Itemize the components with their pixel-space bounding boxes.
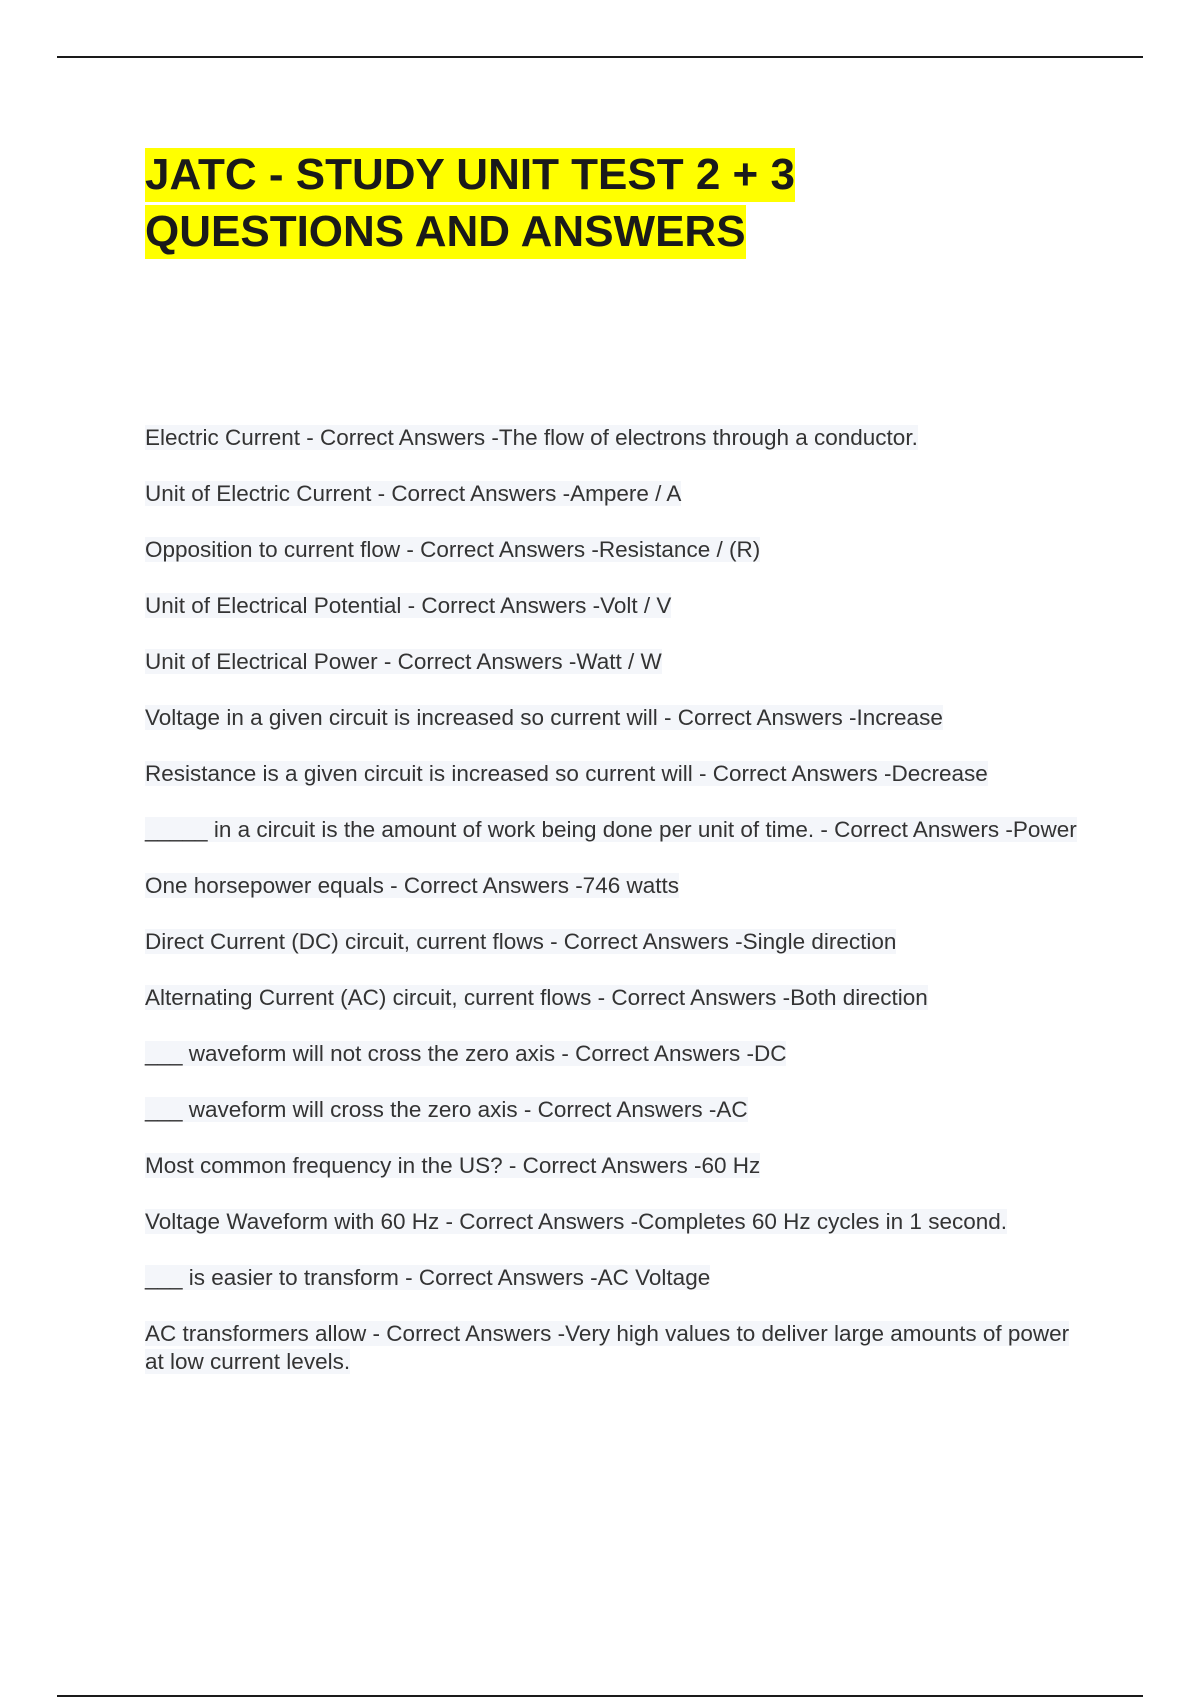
qa-text: Opposition to current flow - Correct Answers -Resistance / (R)	[145, 537, 761, 562]
qa-item	[145, 1264, 1085, 1292]
qa-text: Electric Current - Correct Answers -The flow of electrons through a conductor.	[145, 425, 918, 450]
qa-item	[145, 648, 1085, 676]
qa-item	[145, 928, 1085, 956]
qa-item	[145, 424, 1085, 452]
bottom-divider	[57, 1695, 1143, 1697]
title-line-1: JATC - STUDY UNIT TEST 2 + 3	[145, 148, 795, 202]
qa-item	[145, 1040, 1085, 1068]
qa-item	[145, 1096, 1085, 1124]
qa-item	[145, 1320, 1085, 1376]
qa-item	[145, 872, 1085, 900]
qa-item	[145, 760, 1085, 788]
qa-text: Unit of Electric Current - Correct Answers -Ampere / A	[145, 481, 682, 506]
qa-text: Direct Current (DC) circuit, current flows - Correct Answers -Single direction	[145, 929, 897, 954]
qa-item	[145, 536, 1085, 564]
qa-text: Resistance is a given circuit is increased so current will - Correct Answers -Decrease	[145, 761, 988, 786]
qa-list	[145, 424, 1085, 1376]
top-divider	[57, 56, 1143, 58]
qa-text: ___ waveform will not cross the zero axis - Correct Answers -DC	[145, 1041, 787, 1066]
title-line-2: QUESTIONS AND ANSWERS	[145, 205, 746, 259]
qa-text: ___ waveform will cross the zero axis - Correct Answers -AC	[145, 1097, 748, 1122]
qa-text: Voltage in a given circuit is increased so current will - Correct Answers -Increase	[145, 705, 943, 730]
qa-text: _____ in a circuit is the amount of work being done per unit of time. - Correct Answers -Power	[145, 817, 1077, 842]
page-title	[145, 146, 1045, 260]
qa-text: AC transformers allow - Correct Answers -Very high values to deliver large amounts of power at low current levels.	[145, 1321, 1070, 1374]
qa-text: Unit of Electrical Power - Correct Answers -Watt / W	[145, 649, 662, 674]
qa-item	[145, 984, 1085, 1012]
qa-text: Voltage Waveform with 60 Hz - Correct Answers -Completes 60 Hz cycles in 1 second.	[145, 1209, 1007, 1234]
qa-text: ___ is easier to transform - Correct Answers -AC Voltage	[145, 1265, 711, 1290]
qa-item	[145, 1208, 1085, 1236]
qa-item	[145, 704, 1085, 732]
qa-text: One horsepower equals - Correct Answers -746 watts	[145, 873, 679, 898]
qa-item	[145, 592, 1085, 620]
qa-item	[145, 480, 1085, 508]
qa-item	[145, 1152, 1085, 1180]
qa-text: Alternating Current (AC) circuit, current flows - Correct Answers -Both direction	[145, 985, 928, 1010]
qa-text: Most common frequency in the US? - Correct Answers -60 Hz	[145, 1153, 761, 1178]
qa-item	[145, 816, 1085, 844]
qa-text: Unit of Electrical Potential - Correct Answers -Volt / V	[145, 593, 672, 618]
